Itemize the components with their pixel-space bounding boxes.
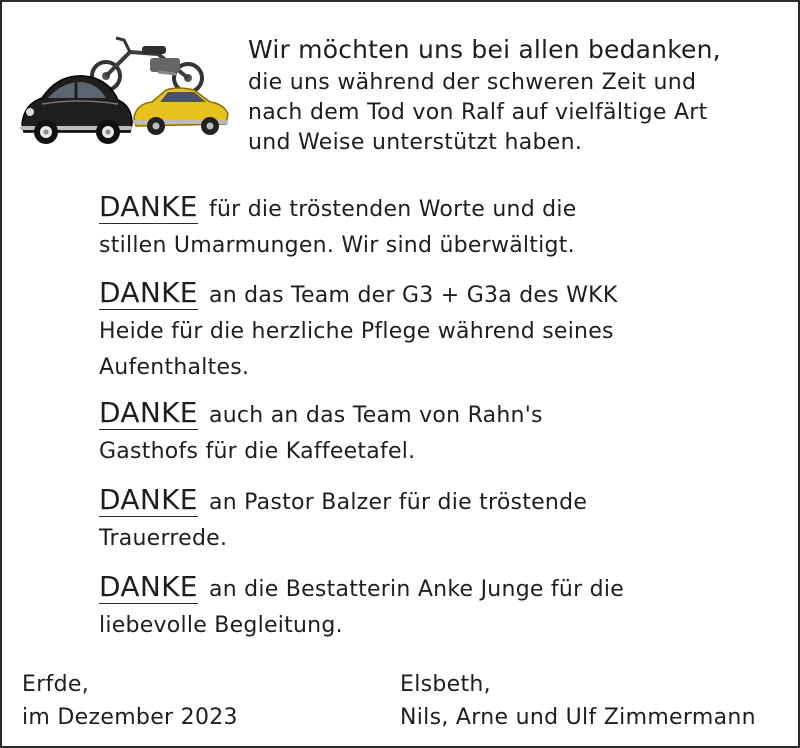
thanks-text: an das Team der G3 + G3a des WKK (208, 283, 618, 308)
thanks-text: Gasthofs für die Kaffeetafel. (99, 439, 416, 464)
footer-date: im Dezember 2023 (22, 705, 238, 730)
thanks-block (99, 485, 739, 557)
footer-signer: Elsbeth, (400, 672, 491, 697)
yellow-car-icon (132, 88, 228, 135)
thanks-text: stillen Umarmungen. Wir sind überwältigt. (99, 233, 575, 258)
danke-word: DANKE (99, 396, 198, 429)
footer-place: Erfde, (22, 672, 89, 697)
thanks-text: an die Bestatterin Anke Junge für die (208, 577, 625, 602)
thanks-block (99, 398, 739, 470)
thanks-text: liebevolle Begleitung. (99, 613, 343, 638)
intro-line: nach dem Tod von Ralf auf vielfältige Art (248, 100, 708, 125)
moped-icon (92, 38, 202, 92)
thanks-text: Heide für die herzliche Pflege während seines (99, 319, 614, 344)
danke-word: DANKE (99, 570, 198, 603)
intro-text (248, 32, 788, 158)
footer-family: Nils, Arne und Ulf Zimmermann (400, 705, 756, 730)
thanks-text: für die tröstenden Worte und die (208, 197, 577, 222)
thanks-block (99, 572, 739, 644)
thanks-block (99, 278, 739, 386)
danke-word: DANKE (99, 276, 198, 309)
thanks-text: auch an das Team von Rahn's (208, 403, 543, 428)
danke-word: DANKE (99, 190, 198, 223)
thanks-block (99, 192, 739, 264)
intro-lead: Wir möchten uns bei allen bedanken, (248, 35, 721, 64)
danke-word: DANKE (99, 483, 198, 516)
vintage-vehicles-illustration (18, 32, 230, 150)
intro-line: die uns während der schweren Zeit und (248, 70, 697, 95)
thanks-text: Aufenthaltes. (99, 355, 250, 380)
intro-line: und Weise unterstützt haben. (248, 130, 583, 155)
thanks-text: Trauerrede. (99, 526, 228, 551)
thanks-text: an Pastor Balzer für die tröstende (208, 490, 588, 515)
